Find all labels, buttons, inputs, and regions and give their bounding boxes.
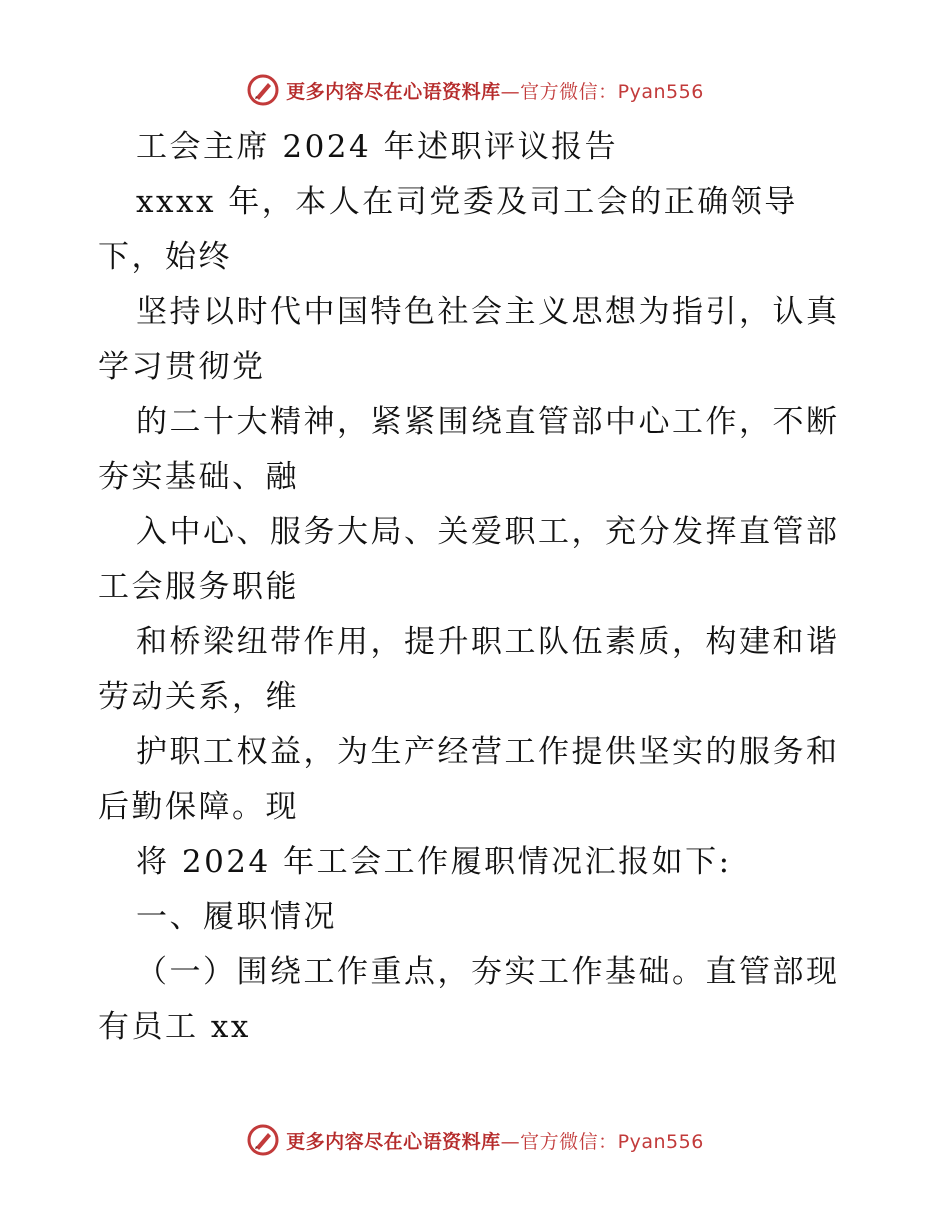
text-line: 入中心、服务大局、关爱职工，充分发挥直管部 (136, 514, 840, 550)
text-line: 夯实基础、融 (98, 459, 299, 495)
text-line: 有员工 xx (98, 1009, 251, 1045)
watermark-tail-text: 官方微信：Pyan556 (520, 1130, 704, 1153)
watermark-main-text: 更多内容尽在心语资料库 (286, 80, 501, 103)
text-line: 工会服务职能 (98, 569, 299, 605)
watermark-text (286, 77, 704, 104)
watermark-dash: — (500, 1130, 521, 1153)
watermark-group (246, 1123, 704, 1157)
header-watermark-banner (0, 68, 950, 112)
text-line: 护职工权益，为生产经营工作提供坚实的服务和 (136, 734, 840, 770)
text-line: xxxx 年，本人在司党委及司工会的正确领导 (136, 184, 798, 220)
pen-logo-icon (246, 73, 280, 107)
text-line: 一、履职情况 (136, 899, 337, 935)
document-body (98, 120, 858, 1055)
text-line: 工会主席 2024 年述职评议报告 (136, 129, 619, 165)
text-line: 后勤保障。现 (98, 789, 299, 825)
text-line: 将 2024 年工会工作履职情况汇报如下: (136, 844, 732, 880)
text-line: 坚持以时代中国特色社会主义思想为指引，认真 (136, 294, 840, 330)
watermark-tail-text: 官方微信：Pyan556 (520, 80, 704, 103)
watermark-main-text: 更多内容尽在心语资料库 (286, 1130, 501, 1153)
pen-logo-icon (246, 1123, 280, 1157)
text-line: 和桥梁纽带作用，提升职工队伍素质，构建和谐 (136, 624, 840, 660)
watermark-text (286, 1127, 704, 1154)
text-line: 劳动关系，维 (98, 679, 299, 715)
text-line: 的二十大精神，紧紧围绕直管部中心工作，不断 (136, 404, 840, 440)
watermark-dash: — (500, 80, 521, 103)
footer-watermark-banner (0, 1118, 950, 1162)
text-line: （一）围绕工作重点，夯实工作基础。直管部现 (136, 954, 840, 990)
text-line: 学习贯彻党 (98, 349, 266, 385)
watermark-group (246, 73, 704, 107)
text-line: 下，始终 (98, 239, 232, 275)
